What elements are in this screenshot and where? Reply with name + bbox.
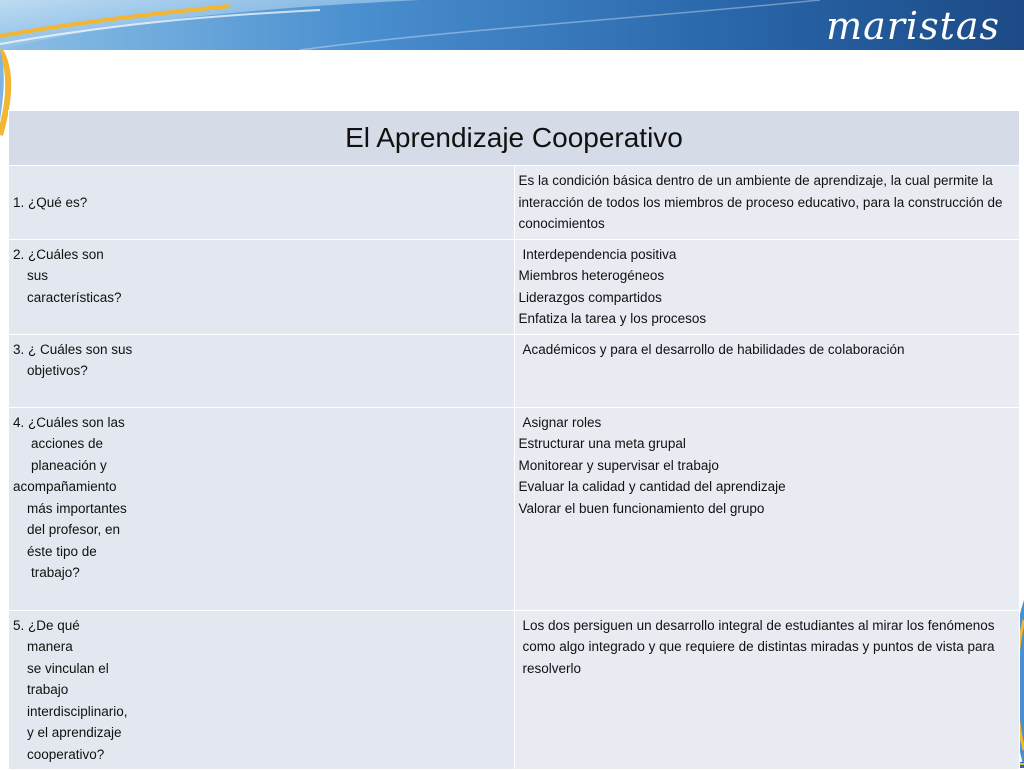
question-line: trabajo [27, 682, 69, 697]
question-cell [9, 239, 515, 334]
answer-line: Valorar el buen funcionamiento del grupo [518, 500, 765, 516]
question-line: sus [27, 268, 49, 283]
question-line: 2. ¿Cuáles son [13, 246, 104, 262]
answer-cell [514, 166, 1020, 240]
answer-line: Miembros heterogéneos [518, 268, 665, 283]
question-line: éste tipo de [27, 543, 97, 559]
question-line: del profesor, en [27, 522, 121, 537]
question-line: trabajo? [31, 565, 80, 580]
answer-line: Evaluar la calidad y cantidad del aprendizaje [518, 479, 786, 494]
question-cell [9, 407, 515, 610]
question-line: se vinculan el [27, 660, 109, 676]
question-line: más importantes [27, 500, 127, 516]
answer-line: Académicos y para el desarrollo de habilidades de colaboración [522, 341, 905, 357]
question-line: 4. ¿Cuáles son las [13, 414, 125, 430]
question-line: y el aprendizaje [27, 725, 122, 740]
question-line: 1. ¿Qué es? [13, 194, 88, 210]
answer-line: Liderazgos compartidos [518, 289, 662, 305]
question-line: manera [27, 639, 73, 654]
question-cell [9, 334, 515, 407]
question-line: 5. ¿De qué [13, 617, 80, 633]
answer-cell [514, 334, 1020, 407]
table-row [9, 334, 1020, 407]
question-cell [9, 166, 515, 240]
question-line: 3. ¿ Cuáles son sus [13, 341, 133, 357]
table-row [9, 407, 1020, 610]
question-line: cooperativo? [27, 746, 105, 762]
table-row [9, 610, 1020, 770]
answer-line: Los dos persiguen un desarrollo integral de estudiantes al mirar los fenómenos como algo integrado y que requiere de distintas miradas y puntos de vista para resolverlo [522, 617, 995, 676]
answer-cell [514, 610, 1020, 770]
maristas-logo: maristas [826, 4, 1000, 48]
answer-line: Es la condición básica dentro de un ambiente de aprendizaje, la cual permite la interacción de todos los miembros de proceso educativo, para la construcción de conocimientos [518, 173, 1003, 231]
question-line: características? [27, 289, 122, 305]
table-row [9, 166, 1020, 240]
answer-line: Monitorear y supervisar el trabajo [518, 457, 719, 473]
question-line: objetivos? [27, 363, 88, 378]
answer-line: Estructurar una meta grupal [518, 436, 686, 451]
question-cell [9, 610, 515, 770]
header-banner [0, 0, 1024, 50]
answer-line: Interdependencia positiva [522, 246, 677, 262]
question-line: interdisciplinario, [27, 703, 128, 719]
answer-cell [514, 239, 1020, 334]
question-line: acompañamiento [13, 479, 117, 494]
answer-line: Asignar roles [522, 414, 602, 430]
question-line: acciones de [31, 436, 104, 451]
table-row [9, 239, 1020, 334]
answer-line: Enfatiza la tarea y los procesos [518, 311, 707, 326]
table-title: El Aprendizaje Cooperativo [9, 111, 1020, 166]
answer-cell [514, 407, 1020, 610]
question-line: planeación y [31, 457, 107, 473]
cooperative-learning-table [8, 110, 1020, 770]
